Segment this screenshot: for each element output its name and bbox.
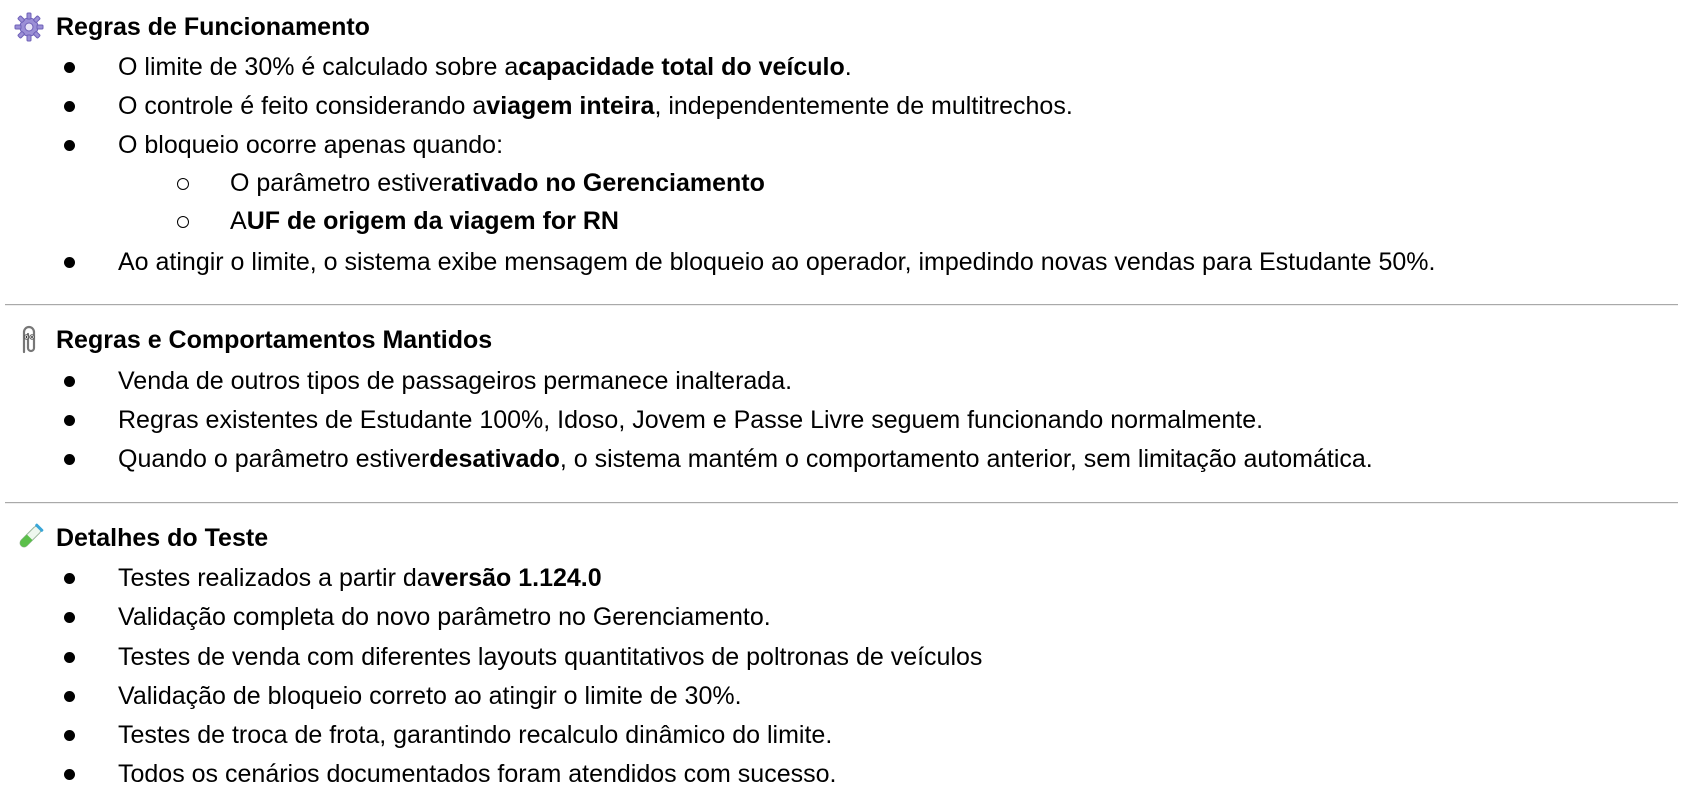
bullet-dot — [64, 140, 75, 151]
bullet-dot — [64, 454, 75, 465]
list-item — [118, 364, 792, 398]
item-text-end: , independentemente de multitrechos. — [654, 91, 1073, 120]
item-bold-text: versão 1.124.0 — [430, 563, 602, 592]
section-divider — [5, 304, 1678, 306]
list-item — [118, 640, 982, 674]
gear-icon — [12, 10, 46, 44]
item-text: O limite de 30% é calculado sobre a — [118, 52, 519, 81]
section-heading-detalhes-teste — [12, 521, 268, 555]
bullet-dot — [64, 101, 75, 112]
bullet-dot — [64, 769, 75, 780]
bullet-dot — [64, 257, 75, 268]
item-text: O parâmetro estiver — [230, 168, 451, 197]
item-text: Quando o parâmetro estiver — [118, 444, 430, 473]
bullet-dot — [64, 691, 75, 702]
sub-list-item — [230, 166, 765, 200]
item-bold-text: desativado — [429, 444, 560, 473]
item-bold-text: viagem inteira — [486, 91, 655, 120]
bullet-dot — [64, 62, 75, 73]
bullet-dot — [64, 376, 75, 387]
section-divider — [5, 502, 1678, 504]
item-text: Testes realizados a partir da — [118, 563, 431, 592]
item-text: Ao atingir o limite, o sistema exibe mensagem de bloqueio ao operador, impedindo novas vendas para Estudante 50%. — [118, 247, 1436, 276]
bullet-dot — [64, 652, 75, 663]
section-title: Regras de Funcionamento — [56, 12, 370, 41]
list-item — [118, 442, 1373, 476]
list-item — [118, 679, 742, 713]
sub-bullet-circle — [177, 216, 189, 228]
bullet-dot — [64, 573, 75, 584]
item-bold-text: UF de origem da viagem for RN — [246, 206, 619, 235]
list-item — [118, 757, 836, 791]
list-item — [118, 89, 1073, 123]
sub-bullet-circle — [177, 178, 189, 190]
bullet-dot — [64, 415, 75, 426]
item-text: Regras existentes de Estudante 100%, Idoso, Jovem e Passe Livre seguem funcionando normalmente. — [118, 405, 1264, 434]
list-item — [118, 561, 602, 595]
item-text: Testes de venda com diferentes layouts quantitativos de poltronas de veículos — [118, 642, 983, 671]
list-item — [118, 600, 771, 634]
list-item — [118, 718, 832, 752]
item-text: A — [230, 206, 247, 235]
item-text: Testes de troca de frota, garantindo recalculo dinâmico do limite. — [118, 720, 833, 749]
item-text: Validação completa do novo parâmetro no Gerenciamento. — [118, 602, 771, 631]
bullet-dot — [64, 612, 75, 623]
item-text: O controle é feito considerando a — [118, 91, 487, 120]
test-tube-icon — [12, 521, 46, 555]
section-title: Regras e Comportamentos Mantidos — [56, 325, 493, 354]
item-bold-text: capacidade total do veículo — [518, 52, 845, 81]
item-text: Todos os cenários documentados foram atendidos com sucesso. — [118, 759, 837, 788]
list-item — [118, 245, 1435, 279]
section-heading-regras-comportamentos — [12, 323, 492, 357]
section-heading-regras-funcionamento — [12, 10, 370, 44]
section-title: Detalhes do Teste — [56, 523, 269, 552]
item-text: Venda de outros tipos de passageiros permanece inalterada. — [118, 366, 793, 395]
list-item — [118, 128, 503, 162]
list-item — [118, 50, 852, 84]
list-item — [118, 403, 1263, 437]
bullet-dot — [64, 730, 75, 741]
item-text: Validação de bloqueio correto ao atingir o limite de 30%. — [118, 681, 742, 710]
item-text: O bloqueio ocorre apenas quando: — [118, 130, 504, 159]
item-bold-text: ativado no Gerenciamento — [450, 168, 765, 197]
paperclip-icon — [12, 323, 46, 357]
sub-list-item — [230, 204, 619, 238]
item-text-end: , o sistema mantém o comportamento anterior, sem limitação automática. — [559, 444, 1373, 473]
item-text-end: . — [844, 52, 852, 81]
